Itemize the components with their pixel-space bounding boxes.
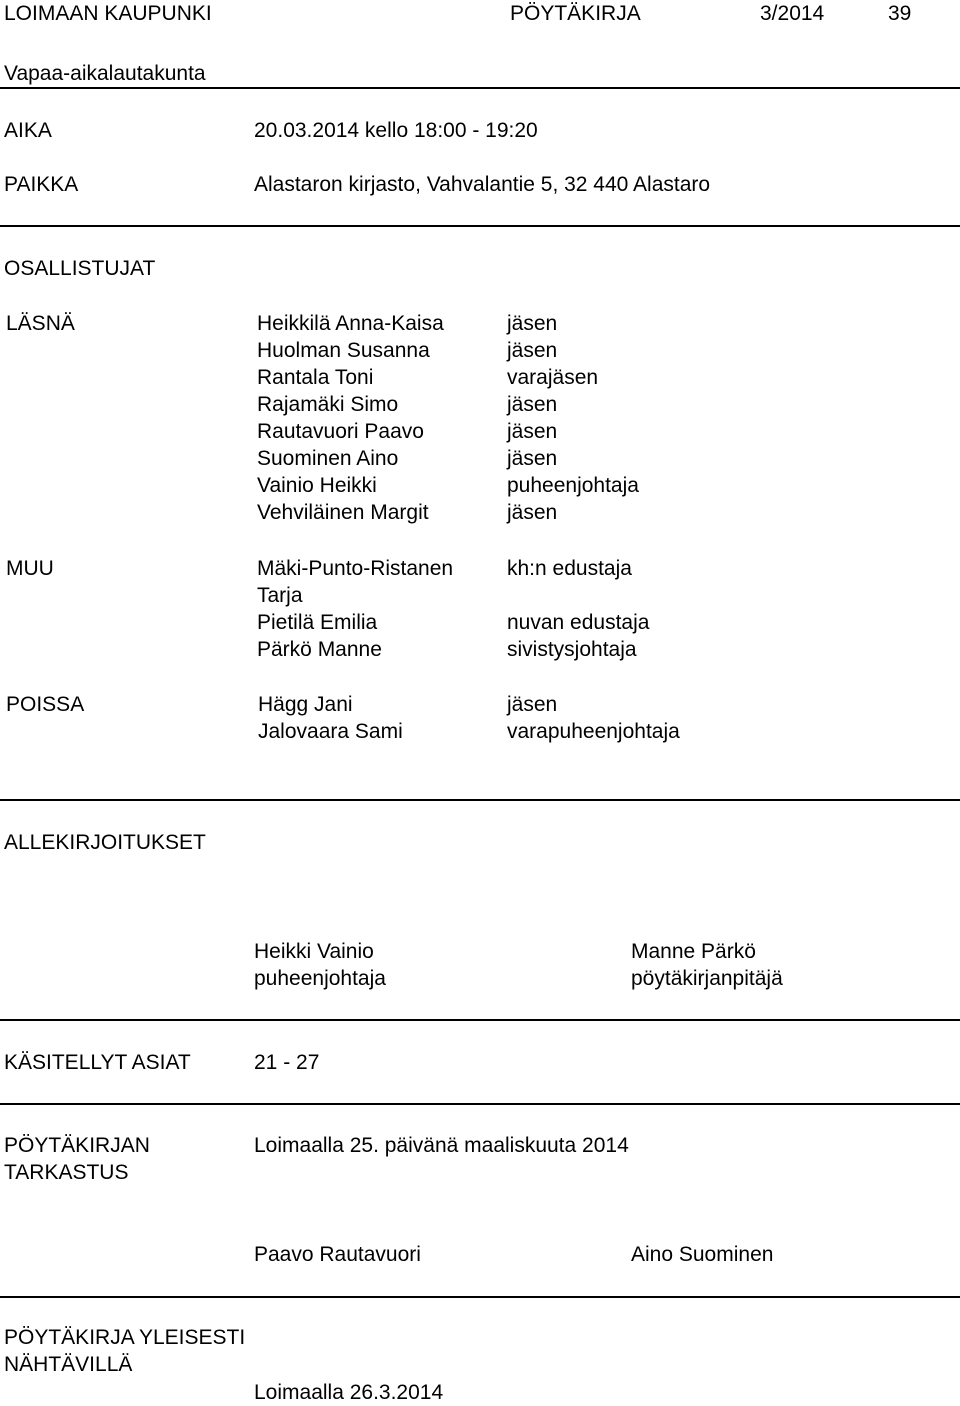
- participants-heading: OSALLISTUJAT: [4, 257, 156, 280]
- participant-role: jäsen: [507, 501, 558, 524]
- page-number: 39: [888, 2, 912, 25]
- participant-name: Tarja: [257, 584, 303, 607]
- absent-label: POISSA: [6, 693, 85, 716]
- participant-role: nuvan edustaja: [507, 611, 650, 634]
- divider: [0, 799, 960, 801]
- time-label: AIKA: [4, 119, 52, 142]
- place-value: Alastaron kirjasto, Vahvalantie 5, 32 440 Alastaro: [254, 173, 711, 196]
- participant-name: Rautavuori Paavo: [257, 420, 424, 443]
- participant-name: Jalovaara Sami: [258, 720, 403, 743]
- other-label: MUU: [6, 557, 54, 580]
- participant-role: varapuheenjohtaja: [507, 720, 680, 743]
- signer-name: Manne Pärkö: [631, 940, 756, 963]
- participant-name: Rantala Toni: [257, 366, 374, 389]
- review-label: PÖYTÄKIRJAN: [4, 1134, 150, 1157]
- doc-number: 3/2014: [760, 2, 825, 25]
- participant-name: Pietilä Emilia: [257, 611, 378, 634]
- public-place-date: Loimaalla 26.3.2014: [254, 1381, 444, 1404]
- signer-name: Heikki Vainio: [254, 940, 374, 963]
- participant-role: kh:n edustaja: [507, 557, 632, 580]
- divider: [0, 225, 960, 227]
- participant-name: Rajamäki Simo: [257, 393, 399, 416]
- participant-role: puheenjohtaja: [507, 474, 639, 497]
- place-label: PAIKKA: [4, 173, 79, 196]
- review-label: TARKASTUS: [4, 1161, 129, 1184]
- reviewer-name: Aino Suominen: [631, 1243, 774, 1266]
- participant-name: Suominen Aino: [257, 447, 399, 470]
- participant-role: sivistysjohtaja: [507, 638, 637, 661]
- participant-name: Heikkilä Anna-Kaisa: [257, 312, 444, 335]
- participant-name: Hägg Jani: [258, 693, 353, 716]
- participant-role: jäsen: [507, 447, 558, 470]
- org-name: LOIMAAN KAUPUNKI: [4, 2, 212, 25]
- participant-role: jäsen: [507, 693, 558, 716]
- participant-name: Huolman Susanna: [257, 339, 430, 362]
- signatures-heading: ALLEKIRJOITUKSET: [4, 831, 206, 854]
- items-value: 21 - 27: [254, 1051, 320, 1074]
- committee-name: Vapaa-aikalautakunta: [4, 62, 206, 85]
- public-label: PÖYTÄKIRJA YLEISESTI: [4, 1326, 246, 1349]
- items-label: KÄSITELLYT ASIAT: [4, 1051, 191, 1074]
- present-label: LÄSNÄ: [6, 312, 75, 335]
- divider: [0, 87, 960, 89]
- participant-role: jäsen: [507, 393, 558, 416]
- divider: [0, 1103, 960, 1105]
- reviewer-name: Paavo Rautavuori: [254, 1243, 421, 1266]
- divider: [0, 1019, 960, 1021]
- participant-role: jäsen: [507, 339, 558, 362]
- participant-name: Pärkö Manne: [257, 638, 382, 661]
- participant-name: Vehviläinen Margit: [257, 501, 429, 524]
- participant-role: jäsen: [507, 312, 558, 335]
- doc-type: PÖYTÄKIRJA: [510, 2, 641, 25]
- public-label: NÄHTÄVILLÄ: [4, 1353, 133, 1376]
- review-place-date: Loimaalla 25. päivänä maaliskuuta 2014: [254, 1134, 629, 1157]
- participant-role: jäsen: [507, 420, 558, 443]
- participant-name: Vainio Heikki: [257, 474, 377, 497]
- participant-role: varajäsen: [507, 366, 599, 389]
- divider: [0, 1296, 960, 1298]
- time-value: 20.03.2014 kello 18:00 - 19:20: [254, 119, 538, 142]
- participant-name: Mäki-Punto-Ristanen: [257, 557, 454, 580]
- signer-role: pöytäkirjanpitäjä: [631, 967, 783, 990]
- signer-role: puheenjohtaja: [254, 967, 386, 990]
